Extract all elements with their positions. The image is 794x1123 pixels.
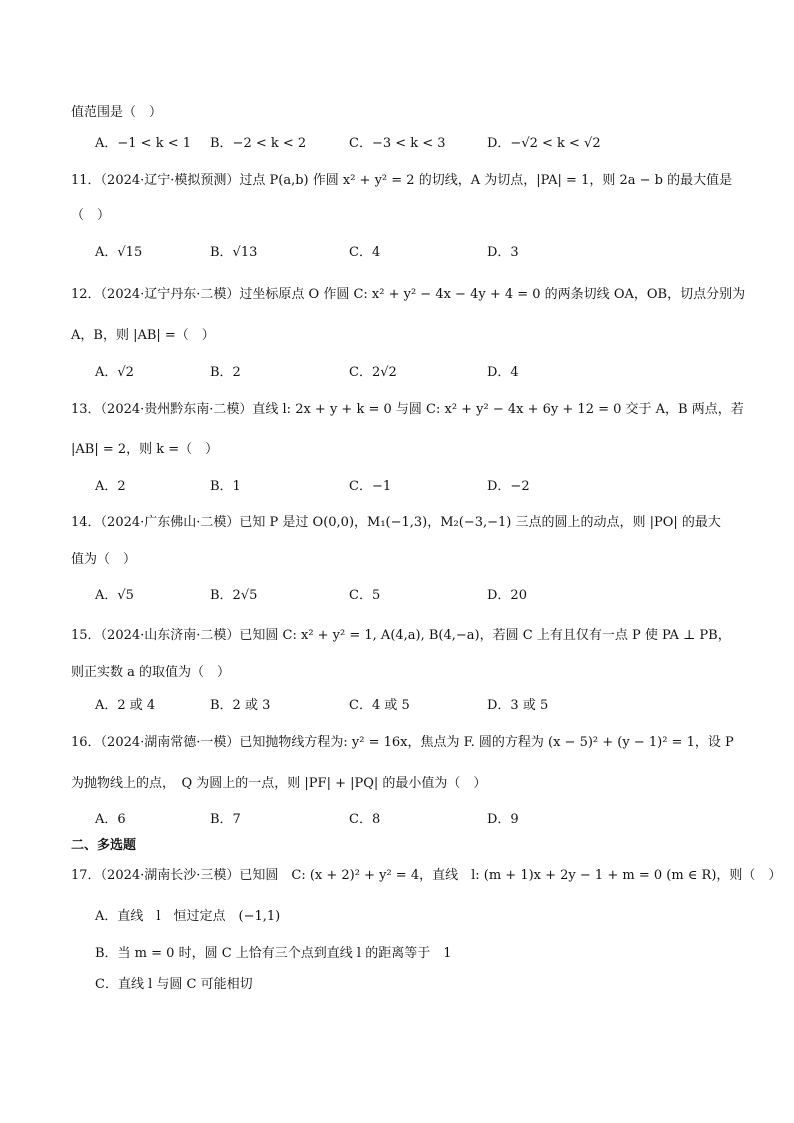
q14-stem-line2: 值为（ ） [71, 552, 137, 567]
q11-stem-line1: 11．（2024·辽宁·模拟预测）过点 P(a,b) 作圆 x² + y² = 2 的切线，A 为切点，|PA| = 1，则 2a − b 的最大值是 [71, 173, 733, 188]
section-heading-multiple-choice: 二、多选题 [71, 838, 137, 853]
q13-option-a: A．2 [95, 479, 126, 494]
q15-stem-line1: 15．（2024·山东济南·二模）已知圆 C: x² + y² = 1, A(4,a), B(4,−a)，若圆 C 上有且仅有一点 P 使 PA ⊥ PB， [71, 628, 731, 643]
q17-stem-line1: 17．（2024·湖南长沙·三模）已知圆 C: (x + 2)² + y² = 4，直线 l: (m + 1)x + 2y − 1 + m = 0 (m ∈ R)，则（ ） [71, 868, 782, 883]
q10-option-d: D．−√2 < k < √2 [487, 136, 601, 151]
q17-option-c: C．直线 l 与圆 C 可能相切 [95, 977, 253, 992]
q11-option-b: B．√13 [210, 245, 258, 260]
q11-option-c: C．4 [349, 245, 381, 260]
q17-option-b: B．当 m = 0 时，圆 C 上恰有三个点到直线 l 的距离等于 1 [95, 946, 452, 961]
q15-option-a: A．2 或 4 [95, 698, 156, 713]
q13-option-b: B．1 [210, 479, 241, 494]
q11-option-d: D．3 [487, 245, 519, 260]
q10-option-c: C．−3 < k < 3 [349, 136, 446, 151]
q14-option-c: C．5 [349, 588, 381, 603]
q16-stem-line1: 16．（2024·湖南常德·一模）已知抛物线方程为: y² = 16x，焦点为 F. 圆的方程为 (x − 5)² + (y − 1)² = 1，设 P [71, 735, 734, 750]
q13-option-d: D．−2 [487, 479, 530, 494]
q13-option-c: C．−1 [349, 479, 392, 494]
q13-stem-line1: 13．（2024·贵州黔东南·二模）直线 l: 2x + y + k = 0 与圆 C: x² + y² − 4x + 6y + 12 = 0 交于 A，B 两点，若 [71, 402, 744, 417]
q10-option-b: B．−2 < k < 2 [210, 136, 307, 151]
q12-option-d: D．4 [487, 365, 519, 380]
q17-option-a: A．直线 l 恒过定点 (−1,1) [95, 909, 281, 924]
q12-option-a: A．√2 [95, 365, 134, 380]
q15-option-b: B．2 或 3 [210, 698, 271, 713]
q14-option-d: D．20 [487, 588, 527, 603]
q16-option-c: C．8 [349, 812, 381, 827]
q16-option-a: A．6 [95, 812, 126, 827]
q14-stem-line1: 14．（2024·广东佛山·二模）已知 P 是过 O(0,0)，M₁(−1,3)，M₂(−3,−1) 三点的圆上的动点，则 |PO| 的最大 [71, 515, 721, 530]
q12-option-c: C．2√2 [349, 365, 397, 380]
q15-stem-line2: 则正实数 a 的取值为（ ） [71, 665, 231, 680]
q15-option-d: D．3 或 5 [487, 698, 549, 713]
q10-tail-text: 值范围是（ ） [71, 105, 163, 120]
q16-option-d: D．9 [487, 812, 519, 827]
q14-option-a: A．√5 [95, 588, 134, 603]
q11-option-a: A．√15 [95, 245, 143, 260]
q13-stem-line2: |AB| = 2，则 k =（ ） [71, 442, 219, 457]
q10-option-a: A．−1 < k < 1 [95, 136, 192, 151]
q14-option-b: B．2√5 [210, 588, 258, 603]
q12-stem-line1: 12．（2024·辽宁丹东·二模）过坐标原点 O 作圆 C: x² + y² − 4x − 4y + 4 = 0 的两条切线 OA，OB，切点分别为 [71, 287, 746, 302]
q12-option-b: B．2 [210, 365, 241, 380]
q15-option-c: C．4 或 5 [349, 698, 410, 713]
q16-option-b: B．7 [210, 812, 241, 827]
q11-stem-line2: （ ） [71, 208, 111, 223]
q16-stem-line2: 为抛物线上的点， Q 为圆上的一点，则 |PF| + |PQ| 的最小值为（ ） [71, 776, 487, 791]
q12-stem-line2: A，B，则 |AB| =（ ） [71, 328, 215, 343]
